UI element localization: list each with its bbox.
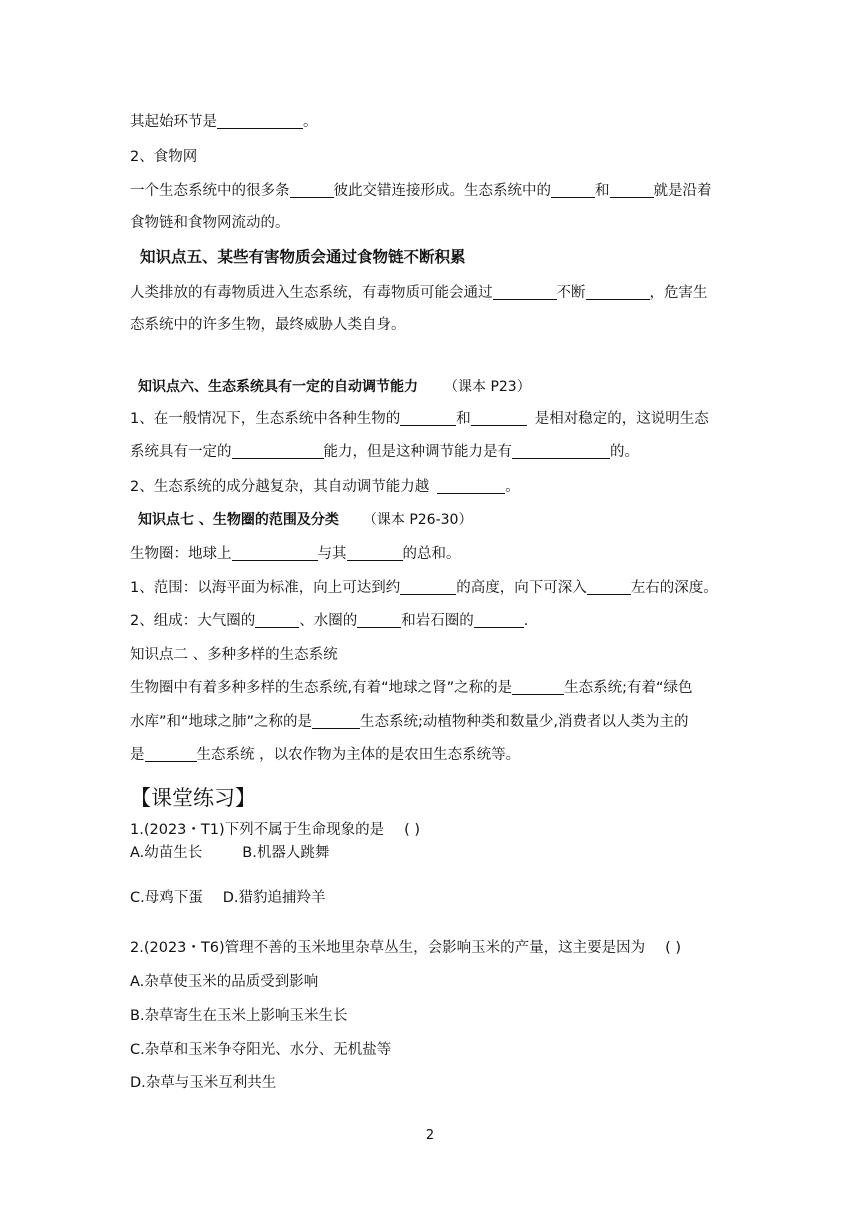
fill-blank <box>587 578 631 595</box>
fill-blank <box>145 745 197 762</box>
text-line: 是 生态系统 ，以农作物为主体的是农田生态系统等。 <box>130 747 521 763</box>
fill-blank <box>471 409 527 426</box>
fill-blank <box>255 611 299 628</box>
fill-blank <box>290 181 334 198</box>
text-line: 1、范围：以海平面为标准，向上可达到约 的高度，向下可深入 左右的深度。 <box>130 580 718 596</box>
text-line: 其起始环节是 。 <box>130 114 318 130</box>
fill-blank <box>610 181 654 198</box>
text-line: 2、组成：大气圈的 、水圈的 和岩石圈的 . <box>130 613 529 629</box>
text-line: 知识点二 、多种多样的生态系统 <box>130 647 338 663</box>
text-line: 食物链和食物网流动的。 <box>130 215 290 231</box>
option-line: C.杂草和玉米争夺阳光、水分、无机盐等 <box>130 1042 392 1058</box>
text-line: 2、食物网 <box>130 149 198 165</box>
fill-blank <box>512 678 564 695</box>
page-number: 2 <box>425 1128 435 1143</box>
option-line: D.杂草与玉米互利共生 <box>130 1075 277 1091</box>
text-line: 生物圈：地球上 与其 的总和。 <box>130 546 461 562</box>
question-line: 1.(2023・T1)下列不属于生命现象的是 ( ) <box>130 822 421 838</box>
fill-blank <box>586 283 650 300</box>
fill-blank <box>512 442 610 459</box>
fill-blank <box>400 578 456 595</box>
text-line: 态系统中的许多生物，最终威胁人类自身。 <box>130 317 406 333</box>
fill-blank <box>232 442 324 459</box>
text-line: 一个生态系统中的很多条 彼此交错连接形成。生态系统中的 和 就是沿着 <box>130 183 712 199</box>
text-line: 1、在一般情况下，生态系统中各种生物的 和 是相对稳定的，这说明生态 <box>130 411 709 427</box>
text-line: 生物圈中有着多种多样的生态系统,有着“地球之肾”之称的是 生态系统;有着“绿色 <box>130 680 693 696</box>
fill-blank <box>437 477 505 494</box>
option-line: C.母鸡下蛋 D.猎豹追捕羚羊 <box>130 890 326 906</box>
section-heading: 知识点六、生态系统具有一定的自动调节能力 （课本 P23） <box>138 379 531 395</box>
section-heading: 知识点五、某些有害物质会通过食物链不断积累 <box>140 248 466 266</box>
fill-blank <box>232 544 318 561</box>
text-line: 水库”和“地球之肺”之称的是 生态系统;动植物种类和数量少,消费者以人类为主的 <box>130 714 689 730</box>
option-line: A.杂草使玉米的品质受到影响 <box>130 974 319 990</box>
text-line: 2、生态系统的成分越复杂，其自动调节能力越 。 <box>130 479 520 495</box>
fill-blank <box>474 611 524 628</box>
section-heading: 知识点七 、生物圈的范围及分类 （课本 P26-30） <box>138 512 473 528</box>
fill-blank <box>217 112 303 129</box>
option-line: B.杂草寄生在玉米上影响玉米生长 <box>130 1008 348 1024</box>
text-line: 系统具有一定的 能力，但是这种调节能力是有 的。 <box>130 444 639 460</box>
text-line: 人类排放的有毒物质进入生态系统，有毒物质可能会通过 不断 ，危害生 <box>130 285 708 301</box>
question-line: 2.(2023・T6)管理不善的玉米地里杂草丛生，会影响玉米的产量，这主要是因为 ( ) <box>130 940 682 956</box>
fill-blank <box>551 181 595 198</box>
fill-blank <box>400 409 456 426</box>
fill-blank <box>347 544 403 561</box>
option-line: A.幼苗生长 B.机器人跳舞 <box>130 845 330 861</box>
fill-blank <box>312 712 360 729</box>
fill-blank <box>357 611 401 628</box>
fill-blank <box>493 283 557 300</box>
practice-section-title: 【课堂练习】 <box>130 786 256 810</box>
